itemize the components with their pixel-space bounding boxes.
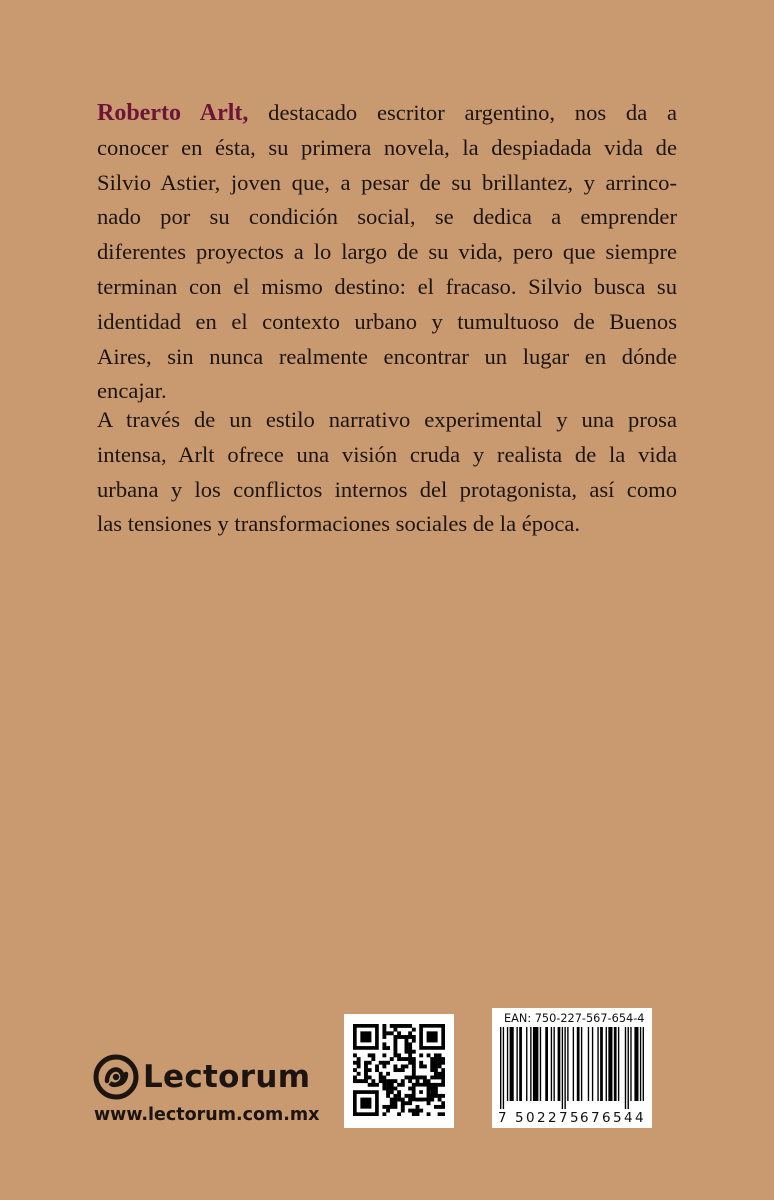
barcode-digits-left: 502275 — [515, 1110, 581, 1126]
blurb-line — [97, 96, 677, 131]
blurb-line: las tensiones y transformaciones sociales de la época. — [97, 511, 581, 537]
blurb-line: Silvio Astier, joven que, a pesar de su brillantez, y arrinco- — [97, 169, 677, 195]
blurb-line: nado por su condición social, se dedica a emprender — [97, 204, 677, 230]
lectorum-logo-icon — [93, 1054, 139, 1100]
blurb-line: identidad en el contexto urbano y tumultuoso de Buenos — [97, 308, 677, 334]
blurb-line: terminan con el mismo destino: el fracaso. Silvio busca su — [97, 273, 677, 299]
back-cover-blurb — [97, 96, 677, 409]
publisher-name: Lectorum — [143, 1059, 311, 1095]
ean-barcode — [500, 1027, 644, 1109]
blurb-line: encajar. — [97, 378, 167, 404]
blurb-line: intensa, Arlt ofrece una visión cruda y realista de la vida — [97, 441, 677, 467]
blurb-line: A través de un estilo narrativo experimental y una prosa — [97, 407, 677, 432]
blurb-line: conocer en ésta, su primera novela, la despiadada vida de — [97, 134, 677, 160]
qr-code — [344, 1014, 454, 1128]
barcode-digits-right: 676544 — [580, 1110, 646, 1126]
back-cover-blurb-paragraph-2 — [97, 403, 677, 542]
author-name: Roberto Arlt, — [97, 100, 249, 126]
barcode-digit-first: 7 — [498, 1110, 509, 1126]
ean-label: EAN: 750-227-567-654-4 — [504, 1012, 645, 1025]
publisher-website: www.lectorum.com.mx — [94, 1105, 320, 1125]
qr-code-icon — [353, 1024, 445, 1116]
blurb-text: destacado escritor argentino, nos da a — [248, 100, 678, 125]
blurb-line: urbana y los conflictos internos del protagonista, así como — [97, 476, 677, 502]
barcode-block — [492, 1008, 652, 1128]
publisher-logo — [93, 1051, 310, 1103]
blurb-line: Aires, sin nunca realmente encontrar un lugar en dónde — [97, 343, 677, 369]
blurb-line: diferentes proyectos a lo largo de su vida, pero que siempre — [97, 239, 677, 265]
